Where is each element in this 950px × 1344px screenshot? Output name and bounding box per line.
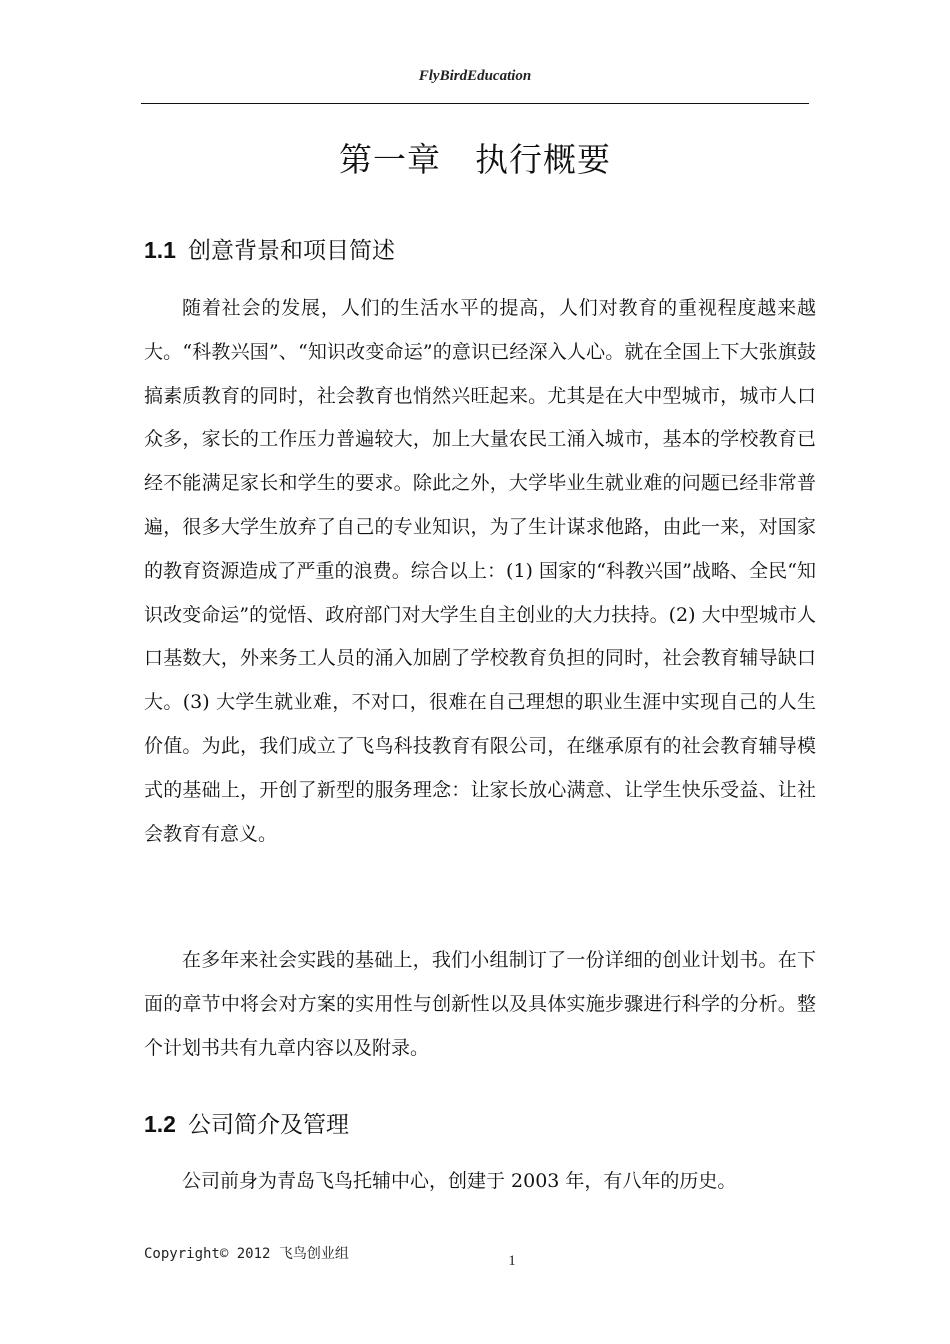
body-paragraph: 随着社会的发展，人们的生活水平的提高，人们对教育的重视程度越来越大。“科教兴国”、“知识改变命运”的意识已经深入人心。就在全国上下大张旗鼓搞素质教育的同时，社会教育也悄然兴旺起来。尤其是在大中型城市，城市人口众多，家长的工作压力普遍较大，加上大量农民工涌入城市，基本的学校教育已经不能满足家长和学生的要求。除此之外，大学毕业生就业难的问题已经非常普遍，很多大学生放弃了自己的专业知识，为了生计谋求他路，由此一来，对国家的教育资源造成了严重的浪费。综合以上：(1) 国家的“科教兴国”战略、全民“知识改变命运”的觉悟、政府部门对大学生自主创业的大力扶持。(2) 大中型城市人口基数大，外来务工人员的涌入加剧了学校教育负担的同时，社会教育辅导缺口大。(3) 大学生就业难，不对口，很难在自己理想的职业生涯中实现自己的人生价值。为此，我们成立了飞鸟科技教育有限公司，在继承原有的社会教育辅导模式的基础上，开创了新型的服务理念：让家长放心满意、让学生快乐受益、让社会教育有意义。 bbox=[144, 297, 816, 845]
running-header: FlyBirdEducation bbox=[418, 68, 532, 84]
section-title: 公司简介及管理 bbox=[187, 1112, 349, 1138]
chapter-title: 第一章 执行概要 bbox=[339, 140, 611, 179]
body-paragraph: 公司前身为青岛飞鸟托辅中心，创建于 2003 年，有八年的历史。 bbox=[182, 1170, 737, 1192]
section-number: 1.1 bbox=[144, 237, 176, 263]
section-number: 1.2 bbox=[144, 1111, 176, 1137]
body-paragraph: 在多年来社会实践的基础上，我们小组制订了一份详细的创业计划书。在下面的章节中将会对方案的实用性与创新性以及具体实施步骤进行科学的分析。整个计划书共有九章内容以及附录。 bbox=[144, 949, 816, 1059]
page-number: 1 bbox=[508, 1253, 516, 1269]
footer-copyright: Copyright© 2012 飞鸟创业组 bbox=[144, 1246, 349, 1262]
section-title: 创意背景和项目简述 bbox=[187, 238, 395, 264]
header-rule bbox=[141, 103, 809, 104]
section-heading-1-1 bbox=[144, 232, 395, 265]
section-heading-1-2 bbox=[144, 1106, 349, 1139]
